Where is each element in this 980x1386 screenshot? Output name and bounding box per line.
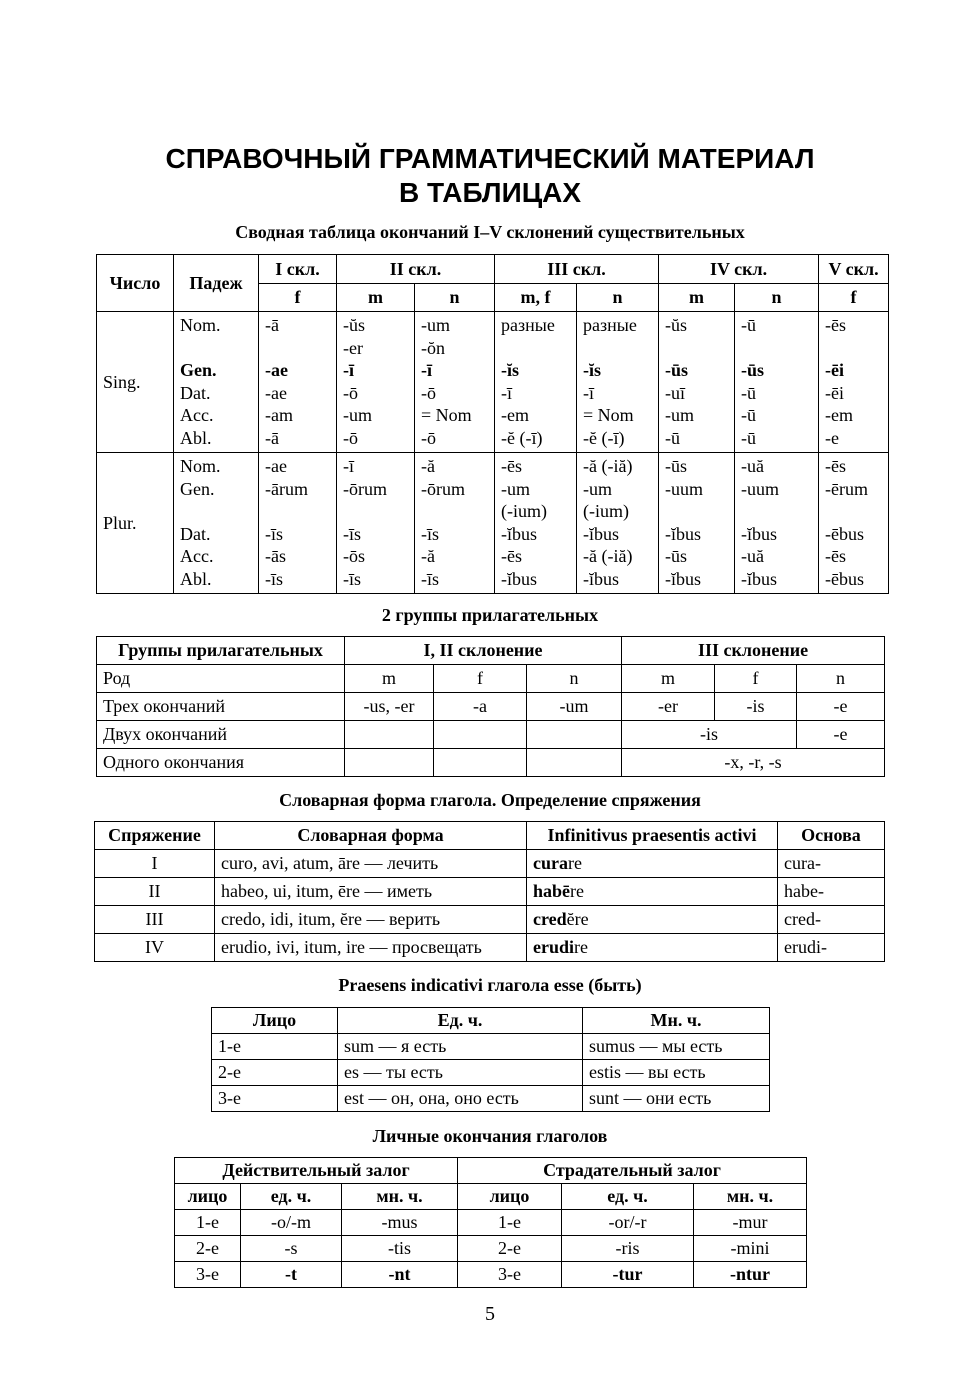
empty-cell bbox=[345, 721, 434, 749]
ending-line: -īs bbox=[265, 523, 283, 544]
header-passive-voice: Страдательный залог bbox=[458, 1158, 807, 1184]
ending-line: -em bbox=[825, 405, 854, 425]
case-label: Nom. bbox=[180, 456, 221, 476]
adj-table-caption: 2 группы прилагательных bbox=[381, 605, 599, 625]
ending-line: -ă bbox=[421, 456, 435, 476]
form-cell: habeo, ui, itum, ēre — иметь bbox=[215, 878, 527, 906]
conj-cell: IV bbox=[95, 934, 215, 962]
ending-line: -ārum bbox=[265, 478, 308, 499]
plur-endings-col bbox=[659, 453, 735, 594]
ending-line: -ō bbox=[343, 382, 358, 403]
plur-endings-col bbox=[337, 453, 415, 594]
ending-cell: -ntur bbox=[694, 1262, 807, 1288]
ending-cell: -tur bbox=[562, 1262, 694, 1288]
ending-line: -ēbus bbox=[825, 523, 865, 544]
sing-endings-col bbox=[415, 312, 495, 453]
noun-endings-table bbox=[96, 254, 889, 594]
ending-cell: -is bbox=[715, 693, 797, 721]
adjective-groups-table bbox=[96, 636, 885, 777]
ending-line: -em bbox=[501, 405, 529, 425]
ending-line: -ĭbus bbox=[665, 568, 702, 589]
case-label: Dat. bbox=[180, 523, 211, 544]
singular-row bbox=[97, 312, 889, 453]
infinitive-ending: ĕre bbox=[566, 909, 589, 930]
form-cell: curo, avi, atum, āre — лечить bbox=[215, 850, 527, 878]
sing-endings-col bbox=[259, 312, 337, 453]
row-label-two-endings: Двух окончаний bbox=[97, 721, 345, 749]
ending-line: -ēi bbox=[825, 382, 845, 403]
ending-line: -um bbox=[583, 478, 612, 499]
ending-line: (-ium) bbox=[501, 501, 547, 521]
ending-line: -ūs bbox=[665, 456, 688, 476]
gender-cell: m bbox=[622, 665, 715, 693]
ending-line: -ĭbus bbox=[583, 568, 619, 589]
ending-line: -īs bbox=[343, 568, 361, 589]
ending-line bbox=[825, 337, 882, 360]
stem-cell: cura- bbox=[778, 850, 885, 878]
ending-line: -ēs bbox=[501, 456, 522, 476]
gender-header: f bbox=[259, 284, 337, 312]
person-cell: 3-е bbox=[458, 1262, 562, 1288]
gender-header: n bbox=[415, 284, 495, 312]
ending-line: -ā bbox=[265, 427, 279, 448]
ending-line: -ēs bbox=[825, 456, 847, 476]
gender-cell: n bbox=[527, 665, 622, 693]
case-label: Acc. bbox=[180, 546, 214, 566]
ending-cell: -t bbox=[241, 1262, 342, 1288]
plur-endings-col bbox=[577, 453, 659, 594]
ending-line: -ĭbus bbox=[583, 523, 619, 544]
number-singular: Sing. bbox=[97, 312, 174, 453]
plur-cases bbox=[174, 453, 259, 594]
gender-header: m bbox=[337, 284, 415, 312]
gender-cell: f bbox=[434, 665, 527, 693]
person-cell: 2-е bbox=[458, 1236, 562, 1262]
person-cell: 1-е bbox=[458, 1210, 562, 1236]
header-person: Лицо bbox=[212, 1008, 338, 1034]
table-row bbox=[97, 749, 885, 777]
ending-line: -ĕ (-ī) bbox=[501, 427, 543, 448]
ending-cell: -mini bbox=[694, 1236, 807, 1262]
ending-line: -ī bbox=[583, 382, 594, 403]
ending-line: -ū bbox=[741, 382, 757, 403]
ending-line: -ī bbox=[343, 456, 354, 476]
ending-cell: -mus bbox=[342, 1210, 458, 1236]
conj-cell: II bbox=[95, 878, 215, 906]
plur-endings-col bbox=[259, 453, 337, 594]
number-plural: Plur. bbox=[97, 453, 174, 594]
ending-line: -ūs bbox=[665, 360, 689, 380]
ending-line: = Nom bbox=[583, 405, 634, 425]
ending-line: -ae bbox=[265, 360, 288, 380]
form-cell: erudio, ivi, itum, ire — просвещать bbox=[215, 934, 527, 962]
case-label: Abl. bbox=[180, 427, 212, 448]
ending-line bbox=[265, 500, 330, 523]
subheader: ед. ч. bbox=[562, 1184, 694, 1210]
sing-endings-col bbox=[495, 312, 577, 453]
plur-endings-col bbox=[735, 453, 819, 594]
personal-endings-table bbox=[174, 1157, 807, 1288]
ending-cell: -ris bbox=[562, 1236, 694, 1262]
ending-line: -ae bbox=[265, 382, 287, 403]
ending-line: разные bbox=[501, 315, 555, 335]
ending-line: -er bbox=[343, 337, 363, 358]
plural-row bbox=[97, 453, 889, 594]
table-row bbox=[175, 1210, 807, 1236]
stem-cell: habe- bbox=[778, 878, 885, 906]
ending-cell: -o/-m bbox=[241, 1210, 342, 1236]
gender-header: m bbox=[659, 284, 735, 312]
ending-cell: -e bbox=[797, 693, 885, 721]
table-row bbox=[95, 878, 885, 906]
ending-line: -ō bbox=[343, 427, 358, 448]
table-row bbox=[97, 665, 885, 693]
person-cell: 1-е bbox=[175, 1210, 241, 1236]
plural-cell: sunt — они есть bbox=[583, 1086, 770, 1112]
ending-line: -ērum bbox=[825, 478, 869, 499]
singular-cell: sum — я есть bbox=[338, 1034, 583, 1060]
gender-header: m, f bbox=[495, 284, 577, 312]
empty-cell bbox=[434, 749, 527, 777]
sing-endings-col bbox=[577, 312, 659, 453]
person-cell: 2-е bbox=[212, 1060, 338, 1086]
ending-cell: -er bbox=[622, 693, 715, 721]
table-row bbox=[212, 1060, 770, 1086]
header-decl-5: V скл. bbox=[819, 255, 889, 284]
ending-line bbox=[583, 337, 652, 360]
table-row bbox=[95, 934, 885, 962]
case-label: Nom. bbox=[180, 315, 221, 335]
ending-line: -ēs bbox=[825, 315, 847, 335]
ending-line: -ō bbox=[421, 427, 436, 448]
subheader: мн. ч. bbox=[694, 1184, 807, 1210]
case-label: Gen. bbox=[180, 360, 217, 380]
ending-line: -ĭbus bbox=[665, 523, 702, 544]
singular-cell: est — он, она, оно есть bbox=[338, 1086, 583, 1112]
ending-line bbox=[665, 337, 728, 360]
ending-line: -ās bbox=[265, 546, 286, 566]
header-number: Число bbox=[97, 255, 174, 312]
ending-line: -ae bbox=[265, 456, 287, 476]
ending-line: -īs bbox=[265, 568, 283, 589]
plur-endings-col bbox=[415, 453, 495, 594]
verb-conjugation-table bbox=[94, 821, 885, 962]
plur-endings-col bbox=[495, 453, 577, 594]
plur-endings-col bbox=[819, 453, 889, 594]
infinitive-stem: cred bbox=[533, 909, 567, 930]
sing-endings-col bbox=[659, 312, 735, 453]
ending-cell: -nt bbox=[342, 1262, 458, 1288]
case-label: Acc. bbox=[180, 405, 214, 425]
ending-line: -īs bbox=[343, 523, 361, 544]
ending-line: -uă bbox=[741, 456, 764, 476]
table-row bbox=[97, 721, 885, 749]
sing-cases bbox=[174, 312, 259, 453]
ending-line: -uum bbox=[665, 478, 704, 499]
esse-table bbox=[211, 1007, 770, 1112]
plural-cell: estis — вы есть bbox=[583, 1060, 770, 1086]
gender-cell: n bbox=[797, 665, 885, 693]
infinitive-stem: cura bbox=[533, 853, 568, 874]
form-cell: credo, idi, itum, ĕre — верить bbox=[215, 906, 527, 934]
ending-line: -ēbus bbox=[825, 568, 865, 589]
ending-line: -am bbox=[265, 405, 293, 425]
table-row bbox=[97, 693, 885, 721]
header-groups: Группы прилагательных bbox=[97, 637, 345, 665]
conj-cell: I bbox=[95, 850, 215, 878]
ending-cell: -a bbox=[434, 693, 527, 721]
infinitive-ending: re bbox=[570, 881, 584, 902]
person-cell: 1-е bbox=[212, 1034, 338, 1060]
subheader: ед. ч. bbox=[241, 1184, 342, 1210]
verb-table-caption: Словарная форма глагола. Определение спряжения bbox=[279, 790, 701, 810]
infinitive-cell bbox=[527, 850, 778, 878]
ending-line: -uī bbox=[665, 382, 686, 403]
infinitive-cell bbox=[527, 906, 778, 934]
ending-line: -ūs bbox=[665, 546, 688, 566]
ending-line: -ū bbox=[665, 427, 681, 448]
table-row bbox=[175, 1262, 807, 1288]
ending-line bbox=[741, 337, 812, 360]
infinitive-stem: habē bbox=[533, 881, 571, 902]
header-singular: Ед. ч. bbox=[338, 1008, 583, 1034]
ending-line: -ă bbox=[421, 546, 435, 566]
header-active-voice: Действительный залог bbox=[175, 1158, 458, 1184]
ending-line: -ĭbus bbox=[501, 523, 537, 544]
person-cell: 2-е bbox=[175, 1236, 241, 1262]
subheader: лицо bbox=[458, 1184, 562, 1210]
ending-cell: -us, -er bbox=[345, 693, 434, 721]
row-label-one-ending: Одного окончания bbox=[97, 749, 345, 777]
ending-line: -ēi bbox=[825, 360, 845, 380]
ending-cell: -tis bbox=[342, 1236, 458, 1262]
ending-line: -ī bbox=[421, 360, 432, 380]
ending-line: = Nom bbox=[421, 405, 472, 425]
table-row bbox=[95, 850, 885, 878]
case-label: Dat. bbox=[180, 382, 211, 403]
header-plural: Мн. ч. bbox=[583, 1008, 770, 1034]
page-number: 5 bbox=[485, 1303, 495, 1325]
ending-line: (-ium) bbox=[583, 501, 629, 521]
sing-endings-col bbox=[819, 312, 889, 453]
singular-cell: es — ты есть bbox=[338, 1060, 583, 1086]
header-decl-2: II скл. bbox=[337, 255, 495, 284]
ending-line: -ĕ (-ī) bbox=[583, 427, 625, 448]
ending-line bbox=[421, 500, 488, 523]
page-title bbox=[0, 142, 980, 210]
ending-line: -ă (-iă) bbox=[583, 546, 633, 566]
plural-cell: sumus — мы есть bbox=[583, 1034, 770, 1060]
empty-cell bbox=[434, 721, 527, 749]
stem-cell: cred- bbox=[778, 906, 885, 934]
ending-line: -uă bbox=[741, 546, 764, 566]
ending-line: -ŭs bbox=[343, 315, 365, 335]
ending-cell: -or/-r bbox=[562, 1210, 694, 1236]
ending-line: -ūs bbox=[741, 360, 765, 380]
empty-cell bbox=[527, 721, 622, 749]
ending-line: -ū bbox=[741, 405, 757, 425]
person-cell: 3-е bbox=[212, 1086, 338, 1112]
sing-endings-col bbox=[337, 312, 415, 453]
ending-line: -ŏn bbox=[421, 337, 445, 358]
ending-line: -ō bbox=[421, 382, 436, 403]
ending-line: -ĭbus bbox=[741, 568, 778, 589]
header-decl-3: III скл. bbox=[495, 255, 659, 284]
row-label-gender: Род bbox=[97, 665, 345, 693]
ending-line: -ōrum bbox=[421, 478, 465, 499]
header-stem: Основа bbox=[778, 822, 885, 850]
header-decl-4: IV скл. bbox=[659, 255, 819, 284]
ending-cell: -s bbox=[241, 1236, 342, 1262]
ending-line: -um bbox=[501, 478, 530, 499]
conj-cell: III bbox=[95, 906, 215, 934]
ending-line bbox=[265, 337, 330, 360]
infinitive-cell bbox=[527, 934, 778, 962]
ending-line bbox=[825, 500, 882, 523]
page-title-line-2: В ТАБЛИЦАХ bbox=[398, 177, 582, 208]
infinitive-cell bbox=[527, 878, 778, 906]
gender-cell: m bbox=[345, 665, 434, 693]
ending-line: -ĭs bbox=[583, 360, 601, 380]
header-decl-1: I скл. bbox=[259, 255, 337, 284]
ending-line: -īs bbox=[421, 523, 439, 544]
infinitive-ending: re bbox=[568, 853, 582, 874]
ending-line: -ēs bbox=[501, 546, 522, 566]
ending-cell: -e bbox=[797, 721, 885, 749]
ending-line: -ĭbus bbox=[741, 523, 778, 544]
infinitive-stem: erudi bbox=[533, 937, 575, 958]
sing-endings-col bbox=[735, 312, 819, 453]
ending-line: -ēs bbox=[825, 546, 847, 566]
table-row bbox=[212, 1086, 770, 1112]
ending-line: -ōrum bbox=[343, 478, 387, 499]
ending-line: -ŭs bbox=[665, 315, 688, 335]
ending-line bbox=[501, 337, 570, 360]
infinitive-ending: re bbox=[574, 937, 588, 958]
ending-line bbox=[665, 500, 728, 523]
ending-line: -ū bbox=[741, 427, 757, 448]
ending-line: -um bbox=[665, 405, 695, 425]
case-label bbox=[180, 500, 252, 523]
ending-cell: -x, -r, -s bbox=[622, 749, 885, 777]
ending-line: -ōs bbox=[343, 546, 365, 566]
ending-line: -ā bbox=[265, 315, 279, 335]
ending-line: -ī bbox=[343, 360, 354, 380]
personal-table-caption: Личные окончания глаголов bbox=[372, 1126, 608, 1146]
ending-line: -um bbox=[343, 405, 372, 425]
ending-line: -ī bbox=[501, 382, 512, 403]
ending-line: -uum bbox=[741, 478, 780, 499]
header-infinitive: Infinitivus praesentis activi bbox=[527, 822, 778, 850]
table-row bbox=[95, 906, 885, 934]
table-row bbox=[175, 1236, 807, 1262]
header-decl-1-2: I, II склонение bbox=[345, 637, 622, 665]
case-label bbox=[180, 337, 252, 360]
ending-line: -īs bbox=[421, 568, 439, 589]
ending-cell: -is bbox=[622, 721, 797, 749]
ending-line: разные bbox=[583, 315, 637, 335]
ending-line: -ĭbus bbox=[501, 568, 537, 589]
gender-cell: f bbox=[715, 665, 797, 693]
noun-table-caption: Сводная таблица окончаний I–V склонений существительных bbox=[235, 222, 745, 242]
gender-header: n bbox=[735, 284, 819, 312]
header-decl-3: III склонение bbox=[622, 637, 885, 665]
subheader: мн. ч. bbox=[342, 1184, 458, 1210]
gender-header: n bbox=[577, 284, 659, 312]
gender-header: f bbox=[819, 284, 889, 312]
table-row bbox=[212, 1034, 770, 1060]
header-conjugation: Спряжение bbox=[95, 822, 215, 850]
person-cell: 3-е bbox=[175, 1262, 241, 1288]
stem-cell: erudi- bbox=[778, 934, 885, 962]
case-label: Gen. bbox=[180, 478, 215, 499]
header-case: Падеж bbox=[174, 255, 259, 312]
ending-line: -um bbox=[421, 315, 450, 335]
ending-line: -ĭs bbox=[501, 360, 519, 380]
esse-table-caption: Praesens indicativi глагола esse (быть) bbox=[338, 975, 642, 995]
ending-line bbox=[741, 500, 812, 523]
subheader: лицо bbox=[175, 1184, 241, 1210]
page-title-line-1: СПРАВОЧНЫЙ ГРАММАТИЧЕСКИЙ МАТЕРИАЛ bbox=[165, 143, 815, 174]
empty-cell bbox=[345, 749, 434, 777]
header-dictionary-form: Словарная форма bbox=[215, 822, 527, 850]
empty-cell bbox=[527, 749, 622, 777]
case-label: Abl. bbox=[180, 568, 212, 589]
ending-cell: -mur bbox=[694, 1210, 807, 1236]
ending-line: -ă (-iă) bbox=[583, 456, 633, 476]
row-label-three-endings: Трех окончаний bbox=[97, 693, 345, 721]
ending-cell: -um bbox=[527, 693, 622, 721]
ending-line: -ū bbox=[741, 315, 757, 335]
ending-line: -e bbox=[825, 427, 840, 448]
ending-line bbox=[343, 500, 408, 523]
